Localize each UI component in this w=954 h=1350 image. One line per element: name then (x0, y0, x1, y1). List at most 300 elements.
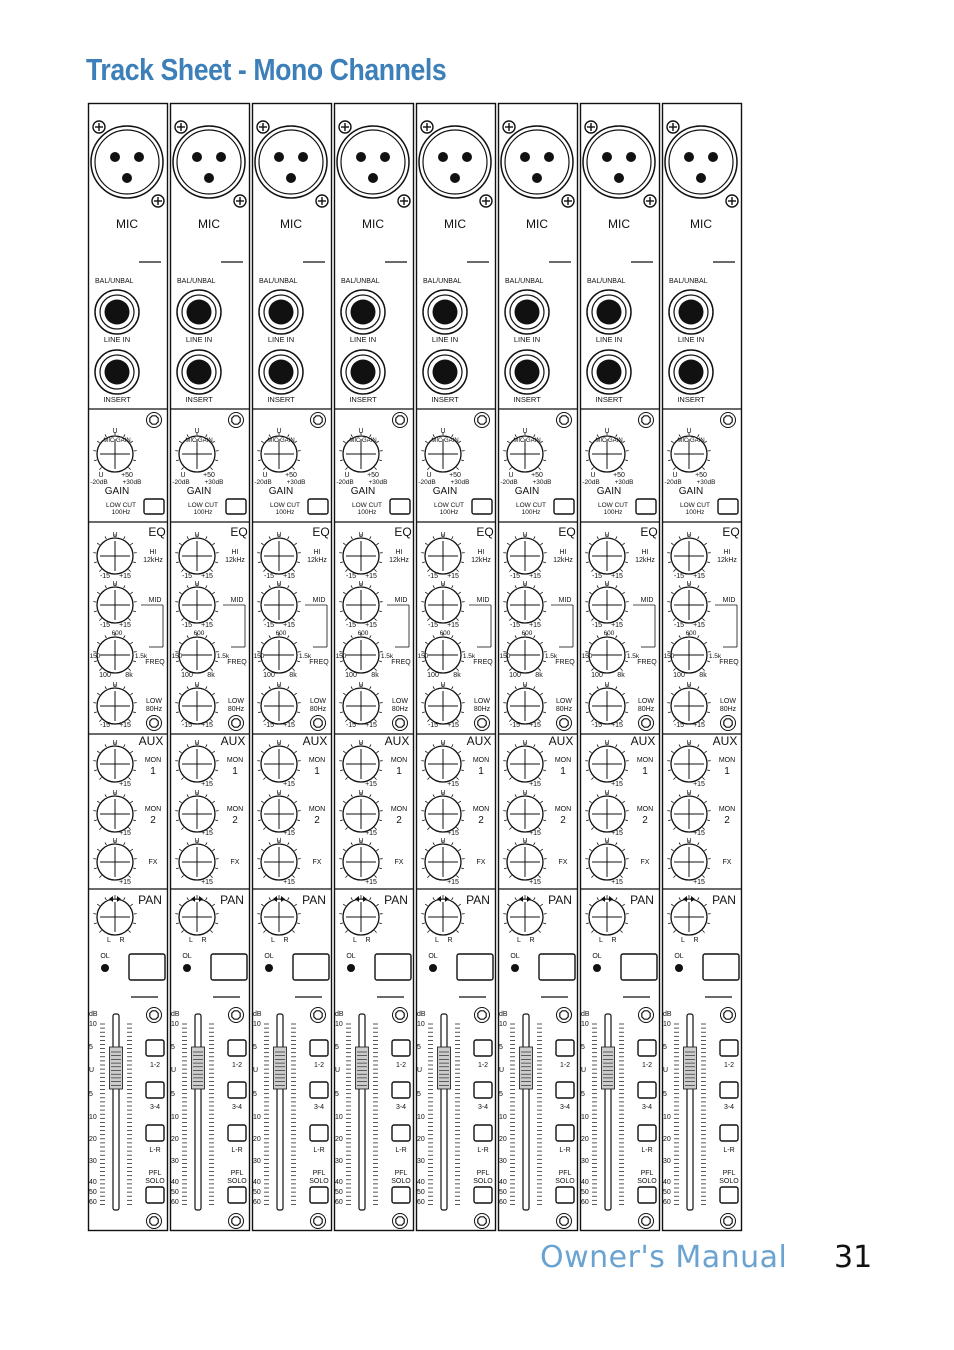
knob-u-label: U (686, 581, 692, 588)
assign-12-button (392, 1040, 410, 1056)
nut-hex (314, 1217, 322, 1225)
eq-hi-label: HI (313, 549, 321, 556)
jack-hole (515, 300, 540, 325)
knob-tick (597, 897, 598, 900)
knob-plus15-label: +15 (119, 781, 131, 788)
assign-34-label: 3-4 (723, 1104, 735, 1111)
knob-tick (340, 611, 343, 612)
aux-mon1-knob (421, 742, 464, 782)
knob-plus15-label: +15 (283, 573, 295, 580)
nut-hex (478, 416, 486, 424)
knob-tick (707, 611, 710, 612)
knob-tick (340, 661, 343, 662)
knob-plus15-label: +15 (201, 879, 213, 886)
knob-tick (704, 642, 706, 644)
mon1-label: MON (636, 757, 654, 764)
knob-tick (507, 693, 509, 695)
gain-u-label: U (98, 472, 104, 479)
knob-tick (461, 661, 464, 662)
fader-scale-label: 20 (89, 1136, 97, 1143)
aux-mon1-knob (503, 742, 546, 782)
knob-tick (130, 849, 132, 851)
knob-tick (616, 744, 617, 747)
aux-fx-knob (667, 840, 710, 880)
knob-tick (433, 686, 434, 689)
eq-low-freq-label: 80Hz (309, 706, 327, 713)
knob-tick (370, 585, 371, 588)
knob-tick (427, 467, 429, 469)
db-label: dB (335, 1011, 344, 1018)
fader-scale-label: 5 (89, 1091, 93, 1098)
fader-scale-label: 60 (253, 1199, 261, 1206)
assign-34-button (720, 1082, 738, 1098)
eq-hi-knob (175, 534, 218, 574)
knob-tick (94, 770, 97, 771)
quarter-inch-jack-icon (669, 290, 713, 334)
eq-mid-knob (585, 583, 628, 623)
xlr-inner (587, 130, 651, 194)
knob-tick (591, 618, 593, 620)
eq-low-knob (339, 684, 382, 724)
fx-label: FX (394, 859, 404, 866)
freq-1-5k-label: 1.5k (216, 653, 230, 660)
knob-tick (707, 712, 710, 713)
knob-u-label: U (112, 740, 118, 747)
aux-mon2-knob (585, 792, 628, 832)
knob-tick (212, 849, 214, 851)
knob-tick (698, 794, 699, 797)
nut-icon (393, 716, 408, 731)
xlr-pin (438, 152, 448, 162)
knob-tick (124, 897, 125, 900)
channel-strip (89, 104, 168, 1231)
low-cut-label: LOW CUT (352, 502, 382, 509)
fader-scale-label: 40 (89, 1179, 97, 1186)
pan-section-label: PAN (138, 893, 162, 907)
knob-tick (269, 536, 270, 539)
knob-tick (673, 827, 675, 829)
fader-scale-label: U (417, 1067, 423, 1074)
xlr-pin (216, 152, 226, 162)
knob-tick (345, 569, 347, 571)
nut-hex (724, 416, 732, 424)
knob-tick (94, 460, 97, 461)
knob-tick (425, 543, 427, 545)
knob-tick (340, 770, 343, 771)
pan-r-label: R (693, 937, 699, 944)
fx-label: FX (230, 859, 240, 866)
gain-minus20-label: -20dB (172, 479, 190, 486)
knob-tick (679, 536, 680, 539)
aux-mon1-knob (667, 742, 710, 782)
pan-l-label: L (435, 937, 439, 944)
knob-tick (212, 801, 214, 803)
channel-strip (253, 104, 332, 1231)
eq-hi-freq-label: 12kHz (635, 557, 655, 564)
knob-tick (294, 904, 296, 906)
knob-u-label: U (276, 790, 282, 797)
fader-scale-label: 10 (253, 1114, 261, 1121)
knob-tick (504, 923, 507, 924)
freq-8k-label: 8k (535, 672, 543, 679)
knob-tick (258, 820, 261, 821)
knob-tick (702, 930, 704, 932)
knob-tick (616, 434, 617, 437)
knob-tick (543, 868, 546, 869)
assign-lr-label: L-R (477, 1147, 489, 1154)
mic-label: MIC (198, 217, 220, 231)
knob-tick (269, 794, 270, 797)
freq-100-label: 100 (181, 672, 193, 679)
knob-tick (425, 441, 427, 443)
knob-tick (206, 434, 207, 437)
screw-icon (234, 195, 246, 207)
eq-hi-freq-label: 12kHz (389, 557, 409, 564)
knob-tick (673, 569, 675, 571)
knob-tick (452, 744, 453, 747)
gain-u-label: U (522, 428, 528, 435)
knob-tick (504, 611, 507, 612)
screw-icon (175, 121, 187, 133)
knob-tick (543, 661, 546, 662)
knob-tick (509, 875, 511, 877)
fader-scale-label: 10 (663, 1021, 671, 1028)
knob-tick (133, 868, 136, 869)
knob-tick (94, 611, 97, 612)
nut-icon (721, 413, 736, 428)
knob-tick (427, 569, 429, 571)
eq-low-knob (667, 684, 710, 724)
freq-1-5k-label: 1.5k (298, 653, 312, 660)
nut-hex (560, 416, 568, 424)
ol-led-icon (429, 964, 437, 972)
pfl-label: PFL (640, 1170, 654, 1177)
jack-hole (679, 360, 704, 385)
knob-tick (288, 686, 289, 689)
knob-tick (128, 930, 130, 932)
solo-label: SOLO (227, 1178, 247, 1185)
freq-150-label: 150 (581, 653, 593, 660)
knob-tick (179, 693, 181, 695)
mic-label: MIC (116, 217, 138, 231)
knob-tick (543, 923, 546, 924)
knob-plus15-label: +15 (201, 622, 213, 629)
knob-tick (515, 686, 516, 689)
quarter-inch-jack-icon (341, 290, 385, 334)
knob-minus15-label: -15 (181, 622, 193, 629)
db-label: dB (171, 1011, 180, 1018)
screw-icon (667, 121, 679, 133)
knob-tick (261, 904, 263, 906)
nut-hex (314, 1011, 322, 1019)
fader-scale-label: 5 (253, 1091, 257, 1098)
knob-tick (702, 777, 704, 779)
knob-tick (679, 434, 680, 437)
freq-8k-label: 8k (289, 672, 297, 679)
knob-u-label: U (112, 532, 118, 539)
fader-scale-label: 60 (581, 1199, 589, 1206)
pfl-solo-button (638, 1187, 656, 1203)
knob-tick (586, 460, 589, 461)
knob-tick (210, 618, 212, 620)
knob-tick (461, 562, 464, 563)
eq-low-knob (503, 684, 546, 724)
assign-lr-label: L-R (149, 1147, 161, 1154)
gain-label: GAIN (596, 486, 622, 497)
nut-hex (478, 1217, 486, 1225)
knob-tick (509, 618, 511, 620)
mon2-number: 2 (724, 815, 730, 826)
aux-fx-knob (175, 840, 218, 880)
bal-unbal-label: BAL/UNBAL (95, 278, 134, 285)
gain-plus30-label: +30dB (450, 479, 470, 486)
aux-fx-knob (339, 840, 382, 880)
gain-u-label: U (276, 428, 282, 435)
knob-tick (124, 434, 125, 437)
knob-tick (625, 611, 628, 612)
bal-unbal-label: BAL/UNBAL (341, 278, 380, 285)
freq-150-label: 150 (499, 653, 511, 660)
bal-unbal-label: BAL/UNBAL (505, 278, 544, 285)
knob-plus15-label: +15 (611, 830, 623, 837)
nut-hex (150, 1217, 158, 1225)
knob-tick (586, 820, 589, 821)
knob-tick (176, 562, 179, 563)
knob-u-label: U (686, 532, 692, 539)
low-cut-label: LOW CUT (188, 502, 218, 509)
knob-tick (206, 897, 207, 900)
knob-u-label: U (194, 682, 200, 689)
fader-slot (277, 1014, 283, 1210)
pan-knob (421, 895, 464, 935)
xlr-inner (341, 130, 405, 194)
knob-tick (374, 930, 376, 932)
knob-tick (130, 592, 132, 594)
jack-hole (351, 300, 376, 325)
knob-tick (597, 635, 598, 638)
knob-tick (622, 441, 624, 443)
fx-label: FX (476, 859, 486, 866)
fader-scale-label: 5 (171, 1044, 175, 1051)
assign-34-label: 3-4 (559, 1104, 571, 1111)
xlr-mic-input-icon (501, 126, 573, 198)
aux-mon2-knob (503, 792, 546, 832)
pan-section-label: PAN (548, 893, 572, 907)
nut-hex (396, 1217, 404, 1225)
nut-hex (232, 1217, 240, 1225)
nut-icon (311, 1008, 326, 1023)
knob-tick (433, 585, 434, 588)
knob-tick (269, 897, 270, 900)
knob-tick (704, 904, 706, 906)
channel-strip-diagram (87, 102, 746, 1232)
gain-u-label: U (194, 428, 200, 435)
fader-scale-label: U (89, 1067, 95, 1074)
knob-u-label: U (686, 740, 692, 747)
mic-label: MIC (280, 217, 302, 231)
eq-mid-label: MID (230, 597, 244, 604)
gain-plus30-label: +30dB (696, 479, 716, 486)
knob-tick (374, 777, 376, 779)
knob-tick (294, 592, 296, 594)
knob-tick (668, 868, 671, 869)
knob-tick (292, 930, 294, 932)
insert-label: INSERT (185, 395, 213, 404)
nut-hex (150, 416, 158, 424)
gain-plus50-label: +50 (531, 472, 543, 479)
low-cut-freq-label: 100Hz (111, 509, 131, 516)
knob-tick (258, 562, 261, 563)
knob-tick (97, 849, 99, 851)
nut-hex (232, 1011, 240, 1019)
knob-tick (452, 635, 453, 638)
knob-tick (210, 875, 212, 877)
knob-tick (176, 770, 179, 771)
knob-tick (133, 562, 136, 563)
knob-tick (543, 460, 546, 461)
gain-plus50-label: +50 (367, 472, 379, 479)
eq-low-label: LOW (228, 698, 244, 705)
knob-tick (515, 635, 516, 638)
knob-tick (379, 611, 382, 612)
knob-u-label: U (276, 682, 282, 689)
pan-l-label: L (599, 937, 603, 944)
low-cut-button (308, 499, 328, 514)
nut-hex (396, 719, 404, 727)
knob-tick (704, 693, 706, 695)
knob-tick (340, 712, 343, 713)
gain-plus50-label: +50 (121, 472, 133, 479)
knob-tick (461, 923, 464, 924)
knob-tick (288, 897, 289, 900)
knob-tick (589, 751, 591, 753)
ol-label: OL (510, 953, 520, 960)
aux-fx-knob (257, 840, 300, 880)
knob-tick (376, 441, 378, 443)
page-title: Track Sheet - Mono Channels (86, 52, 447, 87)
knob-tick (540, 543, 542, 545)
freq-8k-label: 8k (453, 672, 461, 679)
knob-tick (379, 923, 382, 924)
knob-tick (258, 712, 261, 713)
knob-tick (376, 592, 378, 594)
knob-tick (507, 592, 509, 594)
knob-tick (586, 923, 589, 924)
mon2-number: 2 (314, 815, 320, 826)
knob-tick (130, 904, 132, 906)
fader-scale-label: 50 (417, 1189, 425, 1196)
pan-r-label: R (283, 937, 289, 944)
knob-tick (179, 592, 181, 594)
xlr-mic-input-icon (337, 126, 409, 198)
fader-scale-label: 10 (335, 1021, 343, 1028)
pan-knob (503, 895, 546, 935)
nut-hex (560, 1217, 568, 1225)
knob-tick (292, 618, 294, 620)
knob-tick (343, 849, 345, 851)
knob-tick (340, 923, 343, 924)
knob-tick (515, 536, 516, 539)
jack-hole (597, 300, 622, 325)
knob-tick (261, 592, 263, 594)
knob-tick (671, 543, 673, 545)
nut-hex (642, 416, 650, 424)
knob-tick (128, 875, 130, 877)
knob-minus15-label: -15 (509, 573, 521, 580)
knob-tick (130, 693, 132, 695)
assign-34-button (556, 1082, 574, 1098)
mon2-label: MON (554, 806, 572, 813)
knob-tick (671, 801, 673, 803)
knob-tick (589, 543, 591, 545)
knob-tick (591, 467, 593, 469)
scribble-box (539, 954, 575, 980)
knob-minus15-label: -15 (673, 573, 685, 580)
knob-tick (133, 661, 136, 662)
eq-mid-label: MID (394, 597, 408, 604)
knob-tick (679, 686, 680, 689)
nut-hex (642, 719, 650, 727)
knob-tick (622, 751, 624, 753)
assign-12-label: 1-2 (395, 1062, 407, 1069)
pan-section-label: PAN (220, 893, 244, 907)
nut-icon (147, 413, 162, 428)
knob-tick (376, 543, 378, 545)
knob-tick (504, 820, 507, 821)
fader-scale-label: 10 (89, 1021, 97, 1028)
knob-tick (507, 642, 509, 644)
nut-icon (147, 716, 162, 731)
knob-plus15-label: +15 (693, 722, 705, 729)
knob-tick (99, 875, 101, 877)
knob-tick (343, 441, 345, 443)
assign-lr-label: L-R (313, 1147, 325, 1154)
eq-mid-knob (257, 583, 300, 623)
fader-scale-label: 20 (663, 1136, 671, 1143)
knob-tick (130, 642, 132, 644)
low-cut-label: LOW CUT (598, 502, 628, 509)
knob-tick (206, 842, 207, 845)
nut-icon (229, 1214, 244, 1229)
eq-hi-label: HI (723, 549, 731, 556)
nut-icon (639, 1008, 654, 1023)
knob-tick (616, 794, 617, 797)
knob-tick (425, 801, 427, 803)
knob-tick (620, 618, 622, 620)
assign-34-label: 3-4 (395, 1104, 407, 1111)
knob-tick (668, 820, 671, 821)
assign-lr-label: L-R (559, 1147, 571, 1154)
knob-tick (540, 441, 542, 443)
fader-scale-label: 10 (581, 1114, 589, 1121)
knob-tick (509, 668, 511, 670)
knob-tick (534, 897, 535, 900)
fader-scale-label: 30 (335, 1158, 343, 1165)
knob-tick (288, 635, 289, 638)
knob-tick (591, 875, 593, 877)
knob-tick (128, 668, 130, 670)
knob-tick (620, 467, 622, 469)
knob-tick (456, 875, 458, 877)
solo-label: SOLO (309, 1178, 329, 1185)
fader-scale-label: 20 (417, 1136, 425, 1143)
eq-hi-knob (339, 534, 382, 574)
knob-tick (263, 668, 265, 670)
knob-tick (376, 801, 378, 803)
knob-tick (707, 460, 710, 461)
knob-u-label: U (522, 838, 528, 845)
eq-low-label: LOW (146, 698, 162, 705)
